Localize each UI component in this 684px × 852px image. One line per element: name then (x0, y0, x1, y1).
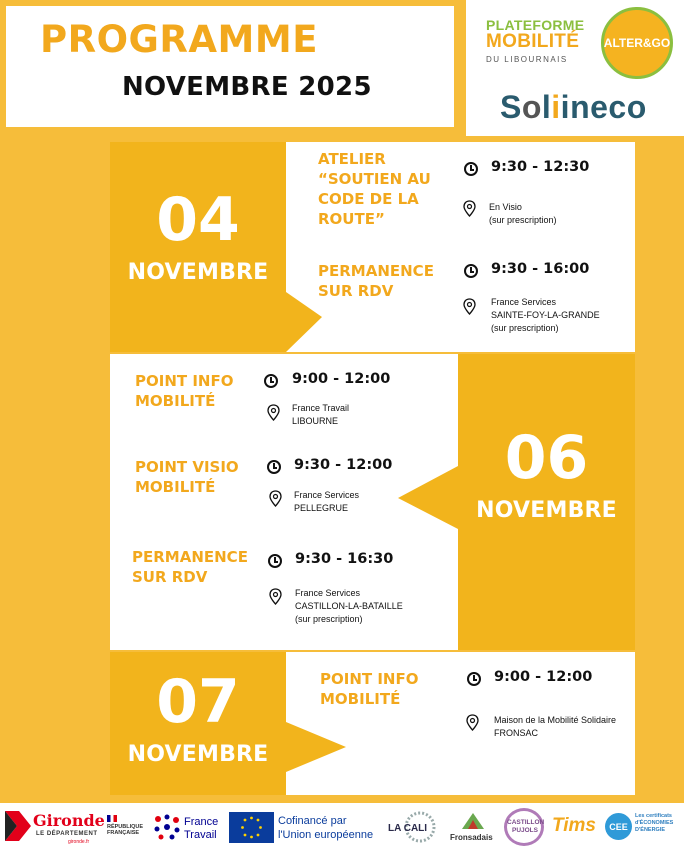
solineco-part-c: ineco (560, 89, 647, 125)
clock-icon (464, 264, 478, 278)
gironde-logo-icon (5, 811, 31, 841)
page-subtitle: NOVEMBRE 2025 (122, 72, 372, 102)
location-pin-icon (462, 200, 477, 217)
clock-icon (264, 374, 278, 388)
page-title: PROGRAMME (40, 18, 318, 61)
plateforme-logo-line2: MOBILITÉ (486, 31, 580, 52)
fronsadais-logo: Fronsadais (450, 833, 493, 842)
fronsadais-logo-icon (460, 809, 486, 831)
alter-go-name: ALTER&GO (603, 36, 671, 50)
marianne-flag-icon (107, 815, 117, 822)
partners-footer (0, 803, 684, 852)
location-pin-icon (268, 490, 283, 507)
day-month: NOVEMBRE (476, 498, 617, 523)
event-time: 9:00 - 12:00 (292, 371, 391, 387)
eu-flag-icon (229, 812, 274, 843)
plateforme-logo-line1: PLATEFORME (486, 17, 585, 33)
alter-go-logo (601, 7, 673, 79)
location-pin-icon (462, 298, 477, 315)
event-place: Maison de la Mobilité Solidaire FRONSAC (494, 715, 617, 738)
gironde-url: gironde.fr (68, 839, 90, 845)
day-block-07 (110, 667, 286, 767)
event-title: POINT INFO MOBILITÉ (135, 372, 234, 410)
eu-line2: l'Union européenne (278, 829, 374, 841)
event-place: France Travail LIBOURNE (292, 403, 350, 426)
event-time: 9:30 - 16:00 (491, 261, 590, 277)
clock-icon (464, 162, 478, 176)
clock-icon (268, 554, 282, 568)
france-travail-line2: Travail (184, 829, 217, 841)
france-travail-line1: France (184, 816, 219, 828)
location-pin-icon (266, 404, 281, 421)
event-time: 9:30 - 12:00 (294, 457, 393, 473)
republique-logo: RÉPUBLIQUE FRANÇAISE (107, 824, 144, 836)
clock-icon (467, 672, 481, 686)
day-month: NOVEMBRE (127, 260, 269, 285)
solineco-part-a: S (500, 89, 522, 125)
eu-line1: Cofinancé par (278, 815, 347, 827)
france-travail-icon (152, 813, 182, 841)
event-place: France Services SAINTE-FOY-LA-GRANDE (sur prescription) (491, 297, 600, 333)
cee-logo-text: Les certificats d'ÉCONOMIES D'ÉNERGIE (635, 813, 674, 833)
event-time: 9:30 - 12:30 (491, 159, 590, 175)
event-title: POINT INFO MOBILITÉ (320, 670, 419, 708)
event-place: France Services CASTILLON-LA-BATAILLE (sur prescription) (295, 588, 403, 624)
event-place: France Services PELLEGRUE (294, 490, 360, 513)
day-block-04 (110, 185, 286, 285)
event-title: POINT VISIO MOBILITÉ (135, 458, 239, 496)
tims-logo: Tims (552, 815, 597, 836)
location-pin-icon (465, 714, 480, 731)
day-month: NOVEMBRE (127, 742, 269, 767)
event-place: En Visio (sur prescription) (489, 202, 557, 225)
event-title: PERMANENCE SUR RDV (132, 548, 248, 586)
day-number: 06 (504, 423, 589, 493)
day-number: 04 (156, 185, 240, 255)
solineco-logo: Soliineco (500, 89, 647, 125)
castillon-logo: CASTILLON PUJOLS (507, 819, 545, 834)
day-block-06 (458, 423, 635, 523)
cee-logo: CEE (605, 813, 632, 840)
day-number: 07 (156, 667, 240, 737)
event-title: ATELIER “SOUTIEN AU CODE DE LA ROUTE” (318, 150, 431, 228)
gironde-logo-sub: LE DÉPARTEMENT (36, 831, 98, 837)
event-time: 9:00 - 12:00 (494, 669, 593, 685)
plateforme-logo-line3: DU LIBOURNAIS (486, 55, 568, 64)
location-pin-icon (268, 588, 283, 605)
la-cali-logo: LA CALI (388, 823, 428, 834)
gironde-logo: Gironde (33, 811, 105, 830)
clock-icon (267, 460, 281, 474)
event-time: 9:30 - 16:30 (295, 551, 394, 567)
event-title: PERMANENCE SUR RDV (318, 262, 434, 300)
solineco-part-b: l (541, 89, 552, 125)
